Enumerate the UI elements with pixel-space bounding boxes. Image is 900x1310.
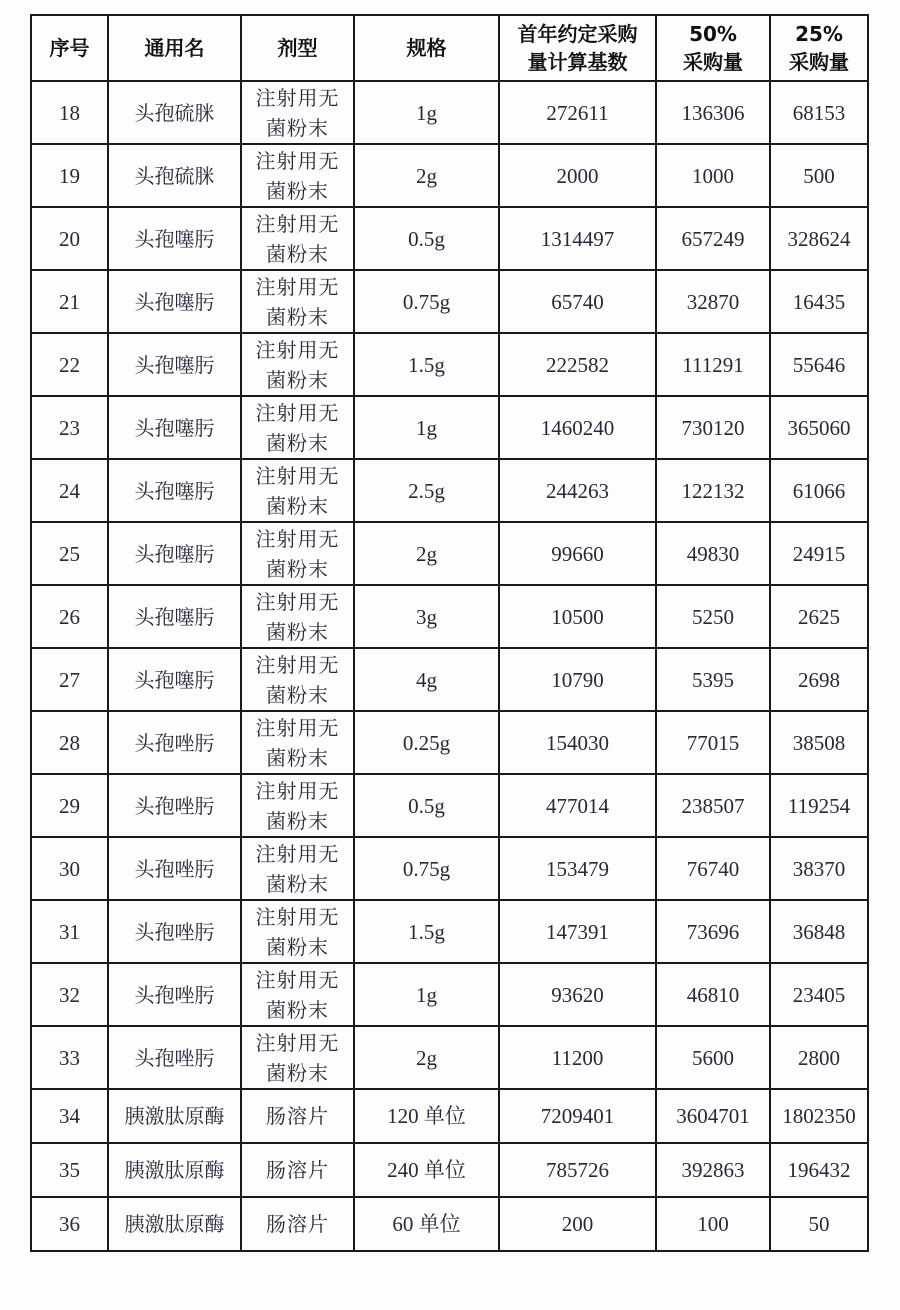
table-row [31, 1143, 868, 1197]
cell-form [241, 837, 354, 900]
cell-spec: 0.5g [354, 207, 499, 270]
cell-form [241, 1089, 354, 1143]
cell-p50: 5250 [656, 585, 770, 648]
cell-p50: 100 [656, 1197, 770, 1251]
cell-name: 头孢硫脒 [108, 81, 241, 144]
cell-seq: 36 [31, 1197, 108, 1251]
header-seq: 序号 [31, 15, 108, 81]
table-row [31, 396, 868, 459]
cell-base: 785726 [499, 1143, 656, 1197]
table-row [31, 1089, 868, 1143]
header-p50 [656, 15, 770, 81]
cell-form [241, 396, 354, 459]
table-row [31, 522, 868, 585]
cell-spec: 3g [354, 585, 499, 648]
form-line1: 注射用无 [255, 211, 340, 236]
cell-p50: 136306 [656, 81, 770, 144]
form-line1: 注射用无 [255, 526, 340, 551]
cell-form [241, 1143, 354, 1197]
form-line1: 注射用无 [255, 148, 340, 173]
header-p25 [770, 15, 868, 81]
cell-spec: 2g [354, 1026, 499, 1089]
table-row [31, 459, 868, 522]
cell-p25: 23405 [770, 963, 868, 1026]
cell-p50: 5395 [656, 648, 770, 711]
header-base-line2: 量计算基数 [527, 50, 628, 74]
cell-form [241, 81, 354, 144]
form-line2: 菌粉末 [266, 430, 329, 455]
cell-form [241, 207, 354, 270]
cell-seq: 29 [31, 774, 108, 837]
form-line1: 注射用无 [255, 904, 340, 929]
cell-p25: 2625 [770, 585, 868, 648]
cell-seq: 26 [31, 585, 108, 648]
cell-spec: 2.5g [354, 459, 499, 522]
table-row [31, 585, 868, 648]
cell-spec: 1.5g [354, 333, 499, 396]
cell-name: 胰激肽原酶 [108, 1197, 241, 1251]
cell-p25: 68153 [770, 81, 868, 144]
procurement-table [30, 14, 869, 1252]
cell-seq: 20 [31, 207, 108, 270]
cell-seq: 21 [31, 270, 108, 333]
cell-spec: 2g [354, 522, 499, 585]
cell-name: 头孢硫脒 [108, 144, 241, 207]
cell-p50: 5600 [656, 1026, 770, 1089]
cell-seq: 23 [31, 396, 108, 459]
cell-spec: 0.75g [354, 270, 499, 333]
cell-seq: 27 [31, 648, 108, 711]
table-row [31, 1026, 868, 1089]
header-base-line1: 首年约定采购 [517, 22, 638, 46]
cell-base: 99660 [499, 522, 656, 585]
cell-p50: 122132 [656, 459, 770, 522]
cell-seq: 22 [31, 333, 108, 396]
cell-p50: 46810 [656, 963, 770, 1026]
cell-base: 153479 [499, 837, 656, 900]
cell-base: 222582 [499, 333, 656, 396]
cell-p25: 119254 [770, 774, 868, 837]
header-p25-line2: 采购量 [789, 50, 849, 74]
cell-base: 147391 [499, 900, 656, 963]
form-line2: 菌粉末 [266, 178, 329, 203]
cell-seq: 24 [31, 459, 108, 522]
cell-name: 头孢噻肟 [108, 459, 241, 522]
cell-form [241, 1026, 354, 1089]
table-row [31, 333, 868, 396]
form-line2: 菌粉末 [266, 493, 329, 518]
cell-name: 头孢唑肟 [108, 711, 241, 774]
form-line1: 注射用无 [255, 85, 340, 110]
form-line2: 菌粉末 [266, 808, 329, 833]
cell-seq: 30 [31, 837, 108, 900]
table-row [31, 711, 868, 774]
cell-spec: 60 单位 [354, 1197, 499, 1251]
table-body [31, 81, 868, 1251]
cell-seq: 32 [31, 963, 108, 1026]
cell-p25: 328624 [770, 207, 868, 270]
cell-p50: 3604701 [656, 1089, 770, 1143]
form-line1: 注射用无 [255, 778, 340, 803]
cell-spec: 1g [354, 81, 499, 144]
cell-p50: 77015 [656, 711, 770, 774]
cell-name: 头孢噻肟 [108, 585, 241, 648]
table-header [31, 15, 868, 81]
cell-p25: 16435 [770, 270, 868, 333]
cell-seq: 25 [31, 522, 108, 585]
form-line2: 菌粉末 [266, 871, 329, 896]
table-row [31, 144, 868, 207]
cell-seq: 28 [31, 711, 108, 774]
cell-seq: 18 [31, 81, 108, 144]
cell-p50: 392863 [656, 1143, 770, 1197]
cell-base: 11200 [499, 1026, 656, 1089]
form-line2: 菌粉末 [266, 304, 329, 329]
form-line2: 菌粉末 [266, 241, 329, 266]
cell-p25: 1802350 [770, 1089, 868, 1143]
cell-p50: 49830 [656, 522, 770, 585]
cell-name: 头孢噻肟 [108, 396, 241, 459]
cell-form [241, 333, 354, 396]
cell-name: 胰激肽原酶 [108, 1143, 241, 1197]
cell-base: 93620 [499, 963, 656, 1026]
cell-spec: 0.25g [354, 711, 499, 774]
table-row [31, 1197, 868, 1251]
form-line1: 肠溶片 [266, 1212, 329, 1236]
cell-base: 10500 [499, 585, 656, 648]
cell-seq: 19 [31, 144, 108, 207]
cell-p25: 50 [770, 1197, 868, 1251]
table-row [31, 837, 868, 900]
cell-name: 头孢唑肟 [108, 837, 241, 900]
cell-base: 477014 [499, 774, 656, 837]
table-row [31, 81, 868, 144]
cell-form [241, 774, 354, 837]
cell-base: 1314497 [499, 207, 656, 270]
cell-p25: 24915 [770, 522, 868, 585]
cell-form [241, 1197, 354, 1251]
form-line1: 注射用无 [255, 715, 340, 740]
cell-p25: 2800 [770, 1026, 868, 1089]
cell-base: 272611 [499, 81, 656, 144]
cell-p25: 38370 [770, 837, 868, 900]
table-row [31, 207, 868, 270]
form-line2: 菌粉末 [266, 619, 329, 644]
cell-spec: 4g [354, 648, 499, 711]
cell-name: 头孢噻肟 [108, 522, 241, 585]
cell-p25: 196432 [770, 1143, 868, 1197]
cell-form [241, 270, 354, 333]
table-row [31, 963, 868, 1026]
cell-spec: 120 单位 [354, 1089, 499, 1143]
cell-p25: 38508 [770, 711, 868, 774]
cell-name: 头孢噻肟 [108, 270, 241, 333]
cell-seq: 33 [31, 1026, 108, 1089]
table-row [31, 774, 868, 837]
cell-form [241, 648, 354, 711]
cell-p50: 1000 [656, 144, 770, 207]
header-name: 通用名 [108, 15, 241, 81]
cell-base: 154030 [499, 711, 656, 774]
cell-spec: 0.5g [354, 774, 499, 837]
form-line1: 注射用无 [255, 337, 340, 362]
cell-p50: 32870 [656, 270, 770, 333]
form-line2: 菌粉末 [266, 682, 329, 707]
form-line2: 菌粉末 [266, 934, 329, 959]
table-row [31, 648, 868, 711]
cell-p50: 730120 [656, 396, 770, 459]
header-p50-line1: 50% [689, 22, 737, 46]
form-line1: 注射用无 [255, 400, 340, 425]
cell-p50: 76740 [656, 837, 770, 900]
cell-name: 头孢噻肟 [108, 648, 241, 711]
form-line1: 注射用无 [255, 274, 340, 299]
cell-name: 头孢唑肟 [108, 963, 241, 1026]
header-p25-line1: 25% [795, 22, 843, 46]
cell-p25: 500 [770, 144, 868, 207]
header-row [31, 15, 868, 81]
cell-p25: 365060 [770, 396, 868, 459]
cell-form [241, 522, 354, 585]
cell-name: 头孢唑肟 [108, 774, 241, 837]
cell-p50: 111291 [656, 333, 770, 396]
form-line2: 菌粉末 [266, 997, 329, 1022]
cell-form [241, 963, 354, 1026]
form-line2: 菌粉末 [266, 556, 329, 581]
cell-p50: 657249 [656, 207, 770, 270]
cell-form [241, 144, 354, 207]
cell-spec: 1.5g [354, 900, 499, 963]
cell-base: 244263 [499, 459, 656, 522]
form-line2: 菌粉末 [266, 115, 329, 140]
cell-name: 胰激肽原酶 [108, 1089, 241, 1143]
form-line2: 菌粉末 [266, 367, 329, 392]
cell-p25: 36848 [770, 900, 868, 963]
form-line2: 菌粉末 [266, 745, 329, 770]
header-base [499, 15, 656, 81]
cell-form [241, 459, 354, 522]
cell-base: 200 [499, 1197, 656, 1251]
header-p50-line2: 采购量 [683, 50, 743, 74]
cell-p25: 55646 [770, 333, 868, 396]
cell-spec: 1g [354, 963, 499, 1026]
cell-seq: 31 [31, 900, 108, 963]
header-spec: 规格 [354, 15, 499, 81]
cell-base: 10790 [499, 648, 656, 711]
cell-name: 头孢唑肟 [108, 900, 241, 963]
cell-spec: 0.75g [354, 837, 499, 900]
cell-name: 头孢噻肟 [108, 207, 241, 270]
cell-seq: 34 [31, 1089, 108, 1143]
form-line1: 注射用无 [255, 1030, 340, 1055]
form-line1: 肠溶片 [266, 1158, 329, 1182]
table-row [31, 270, 868, 333]
cell-p25: 2698 [770, 648, 868, 711]
table-row [31, 900, 868, 963]
cell-spec: 240 单位 [354, 1143, 499, 1197]
cell-p25: 61066 [770, 459, 868, 522]
form-line1: 肠溶片 [266, 1104, 329, 1128]
cell-base: 1460240 [499, 396, 656, 459]
header-form: 剂型 [241, 15, 354, 81]
cell-seq: 35 [31, 1143, 108, 1197]
cell-name: 头孢唑肟 [108, 1026, 241, 1089]
form-line1: 注射用无 [255, 841, 340, 866]
cell-base: 2000 [499, 144, 656, 207]
cell-p50: 73696 [656, 900, 770, 963]
cell-base: 7209401 [499, 1089, 656, 1143]
cell-spec: 1g [354, 396, 499, 459]
form-line1: 注射用无 [255, 652, 340, 677]
form-line1: 注射用无 [255, 589, 340, 614]
cell-form [241, 900, 354, 963]
cell-name: 头孢噻肟 [108, 333, 241, 396]
form-line1: 注射用无 [255, 463, 340, 488]
cell-base: 65740 [499, 270, 656, 333]
form-line1: 注射用无 [255, 967, 340, 992]
cell-p50: 238507 [656, 774, 770, 837]
cell-spec: 2g [354, 144, 499, 207]
cell-form [241, 711, 354, 774]
cell-form [241, 585, 354, 648]
form-line2: 菌粉末 [266, 1060, 329, 1085]
